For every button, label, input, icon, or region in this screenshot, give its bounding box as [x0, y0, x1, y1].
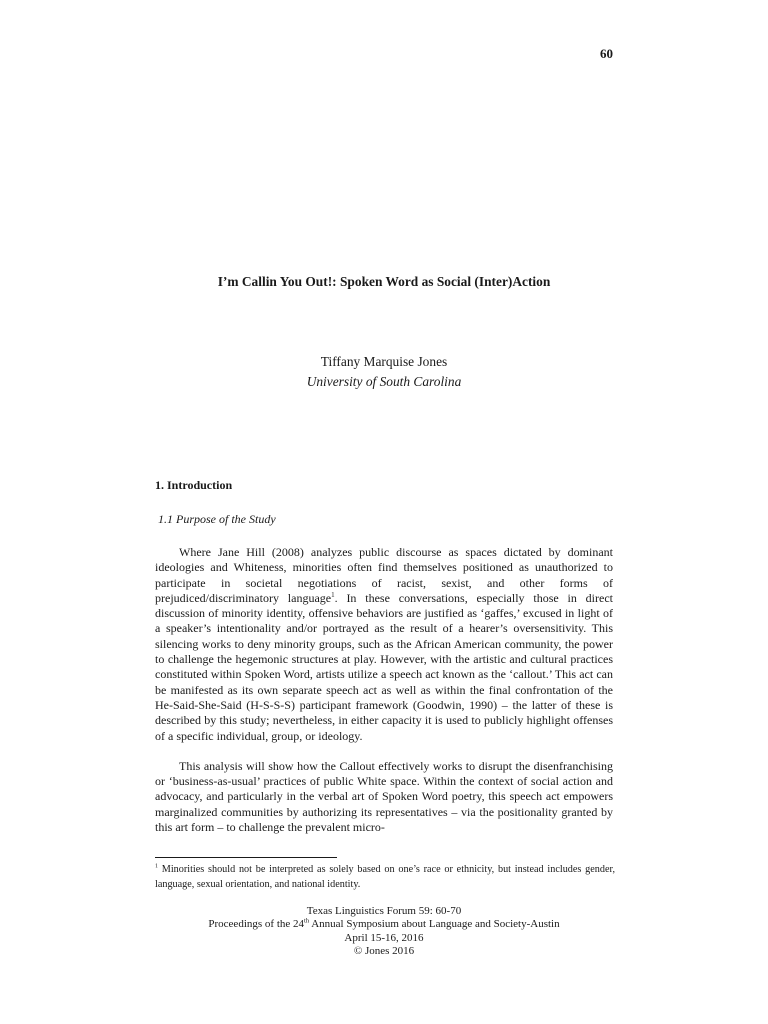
footnote-text: Minorities should not be interpreted as solely based on one’s race or ethnicity, but instead includes gender, language, sexual orientation, and national identity. — [155, 864, 615, 890]
paper-title: I’m Callin You Out!: Spoken Word as Social (Inter)Action — [217, 274, 551, 289]
page-footer — [155, 905, 613, 959]
footer-date: April 15-16, 2016 — [344, 931, 424, 944]
page-number: 60 — [600, 46, 613, 61]
paragraph-1 — [155, 545, 613, 744]
footer-proceedings — [155, 918, 613, 931]
subsection-heading: 1.1 Purpose of the Study — [158, 512, 276, 526]
author-name: Tiffany Marquise Jones — [320, 354, 448, 369]
footer-proceedings-pre: Proceedings of the 24 — [208, 918, 305, 931]
footnote-divider — [155, 857, 337, 858]
section-heading: 1. Introduction — [155, 478, 233, 492]
footer-ordinal-suffix: th — [304, 917, 310, 925]
footnote-reference[interactable]: 1 — [331, 590, 335, 599]
footer-copyright: © Jones 2016 — [353, 945, 415, 958]
paragraph-1-part-2: . In these conversations, especially those in direct discussion of minority identity, offensive behaviors are justified as ‘gaffes,’ excused in light of a speaker’s intentionality and/or portrayed as the result of a hearer’s oversensitivity. This silencing works to deny minority groups, such as the African American community, the power to challenge the hegemonic structures at play. However, with the artistic and cultural practices constituted within Spoken Word, artists utilize a speech act known as the ‘callout.’ This act can be manifested as its own separate speech act as well as within the final confrontation of the He-Said-She-Said (H-S-S-S) participant framework (Goodwin, 1990) – the latter of these is described by this study; nevertheless, in either capacity it is used to publicly highlight offenses of a specific individual, group, or ideology. — [155, 590, 613, 743]
footer-proceedings-post: Annual Symposium about Language and Society-Austin — [309, 918, 560, 931]
body-text — [155, 545, 613, 850]
paragraph-1-part-1: Where Jane Hill (2008) analyzes public discourse as spaces dictated by dominant ideologies and Whiteness, minorities often find themselves positioned as unauthorized to participate in societal negotiations of racist, sexist, and other forms of prejudiced/discriminatory language — [155, 545, 613, 605]
author-affiliation: University of South Carolina — [306, 374, 462, 389]
footer-journal: Texas Linguistics Forum 59: 60-70 — [306, 905, 462, 917]
paragraph-2: This analysis will show how the Callout effectively works to disrupt the disenfranchising or ‘business-as-usual’ practices of public White space. Within the context of social action and advocacy, and particularly in the verbal art of Spoken Word poetry, this speech act empowers marginalized communities by authorizing its representatives – via the positionality granted by this art form – to challenge the prevalent micro- — [155, 758, 613, 835]
footnote-marker: 1 — [155, 863, 158, 870]
footnote — [155, 862, 615, 892]
